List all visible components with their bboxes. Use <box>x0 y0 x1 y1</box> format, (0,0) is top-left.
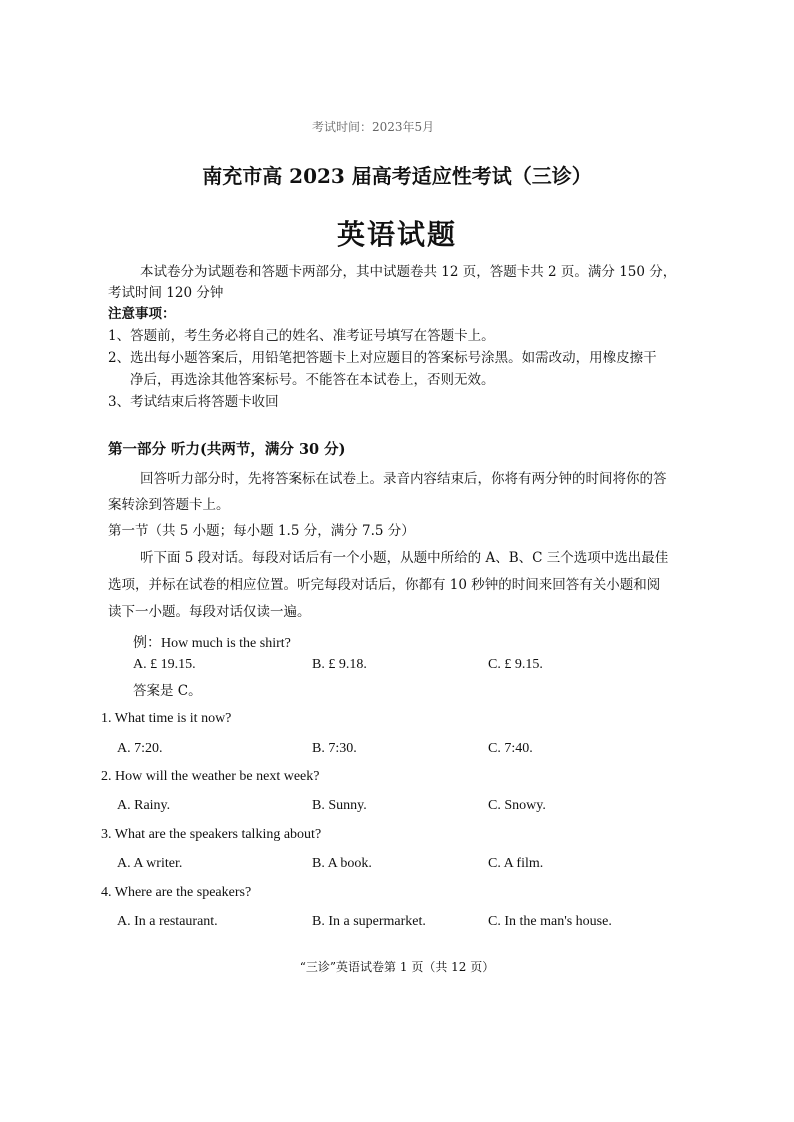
intro-line-1: 本试卷分为试题卷和答题卡两部分，其中试题卷共 12 页，答题卡共 2 页。满分 150 分， <box>140 264 677 280</box>
question-3-option-a: A. A writer. <box>117 856 183 871</box>
exam-title: 南充市高 2023 届高考适应性考试（三诊） <box>202 164 592 188</box>
part1-heading: 第一部分 听力(共两节，满分 30 分) <box>108 441 346 458</box>
notes-heading: 注意事项： <box>108 306 176 322</box>
note-item-3: 3、考试结束后将答题卡收回 <box>108 394 279 410</box>
question-1-option-c: C. 7:40. <box>488 741 533 756</box>
example-answer: 答案是 C。 <box>133 683 202 699</box>
question-1-option-a: A. 7:20. <box>117 741 163 756</box>
section1-instr-line-3: 读下一小题。每段对话仅读一遍。 <box>108 604 311 620</box>
note-item-1: 1、答题前，考生务必将自己的姓名、准考证号填写在答题卡上。 <box>108 328 495 344</box>
section1-heading: 第一节（共 5 小题；每小题 1.5 分，满分 7.5 分） <box>108 523 415 539</box>
intro-line-2: 考试时间 120 分钟 <box>108 285 224 301</box>
example-question: 例：How much is the shirt? <box>133 636 291 651</box>
example-option-b: B. £ 9.18. <box>312 657 367 672</box>
question-3: 3. What are the speakers talking about? <box>101 827 322 842</box>
question-2-option-a: A. Rainy. <box>117 798 171 813</box>
page-footer: “三诊”英语试卷第 1 页（共 12 页） <box>299 960 495 974</box>
section1-instr-line-2: 选项，并标在试卷的相应位置。听完每段对话后，你都有 10 秒钟的时间来回答有关小题和阅 <box>108 577 661 593</box>
question-1-option-b: B. 7:30. <box>312 741 357 756</box>
exam-time: 考试时间：2023年5月 <box>312 120 435 134</box>
part1-instr-line-2: 案转涂到答题卡上。 <box>108 497 230 513</box>
question-4: 4. Where are the speakers? <box>101 885 252 900</box>
part1-instr-line-1: 回答听力部分时，先将答案标在试卷上。录音内容结束后，你将有两分钟的时间将你的答 <box>140 471 667 487</box>
note-item-2-line-1: 2、选出每小题答案后，用铅笔把答题卡上对应题目的答案标号涂黑。如需改动，用橡皮擦干 <box>108 350 657 366</box>
question-4-option-a: A. In a restaurant. <box>117 914 218 929</box>
subject-title: 英语试题 <box>336 218 457 251</box>
example-option-c: C. £ 9.15. <box>488 657 543 672</box>
question-4-option-b: B. In a supermarket. <box>312 914 426 929</box>
section1-instr-line-1: 听下面 5 段对话。每段对话后有一个小题，从题中所给的 A、B、C 三个选项中选出最佳 <box>140 550 669 566</box>
question-2-option-c: C. Snowy. <box>488 798 546 813</box>
question-3-option-c: C. A film. <box>488 856 544 871</box>
question-4-option-c: C. In the man's house. <box>488 914 612 929</box>
example-option-a: A. £ 19.15. <box>133 657 196 672</box>
question-3-option-b: B. A book. <box>312 856 372 871</box>
note-item-2-line-2: 净后，再选涂其他答案标号。不能答在本试卷上，否则无效。 <box>130 372 495 388</box>
question-2: 2. How will the weather be next week? <box>101 769 320 784</box>
question-1: 1. What time is it now? <box>101 711 232 726</box>
question-2-option-b: B. Sunny. <box>312 798 367 813</box>
